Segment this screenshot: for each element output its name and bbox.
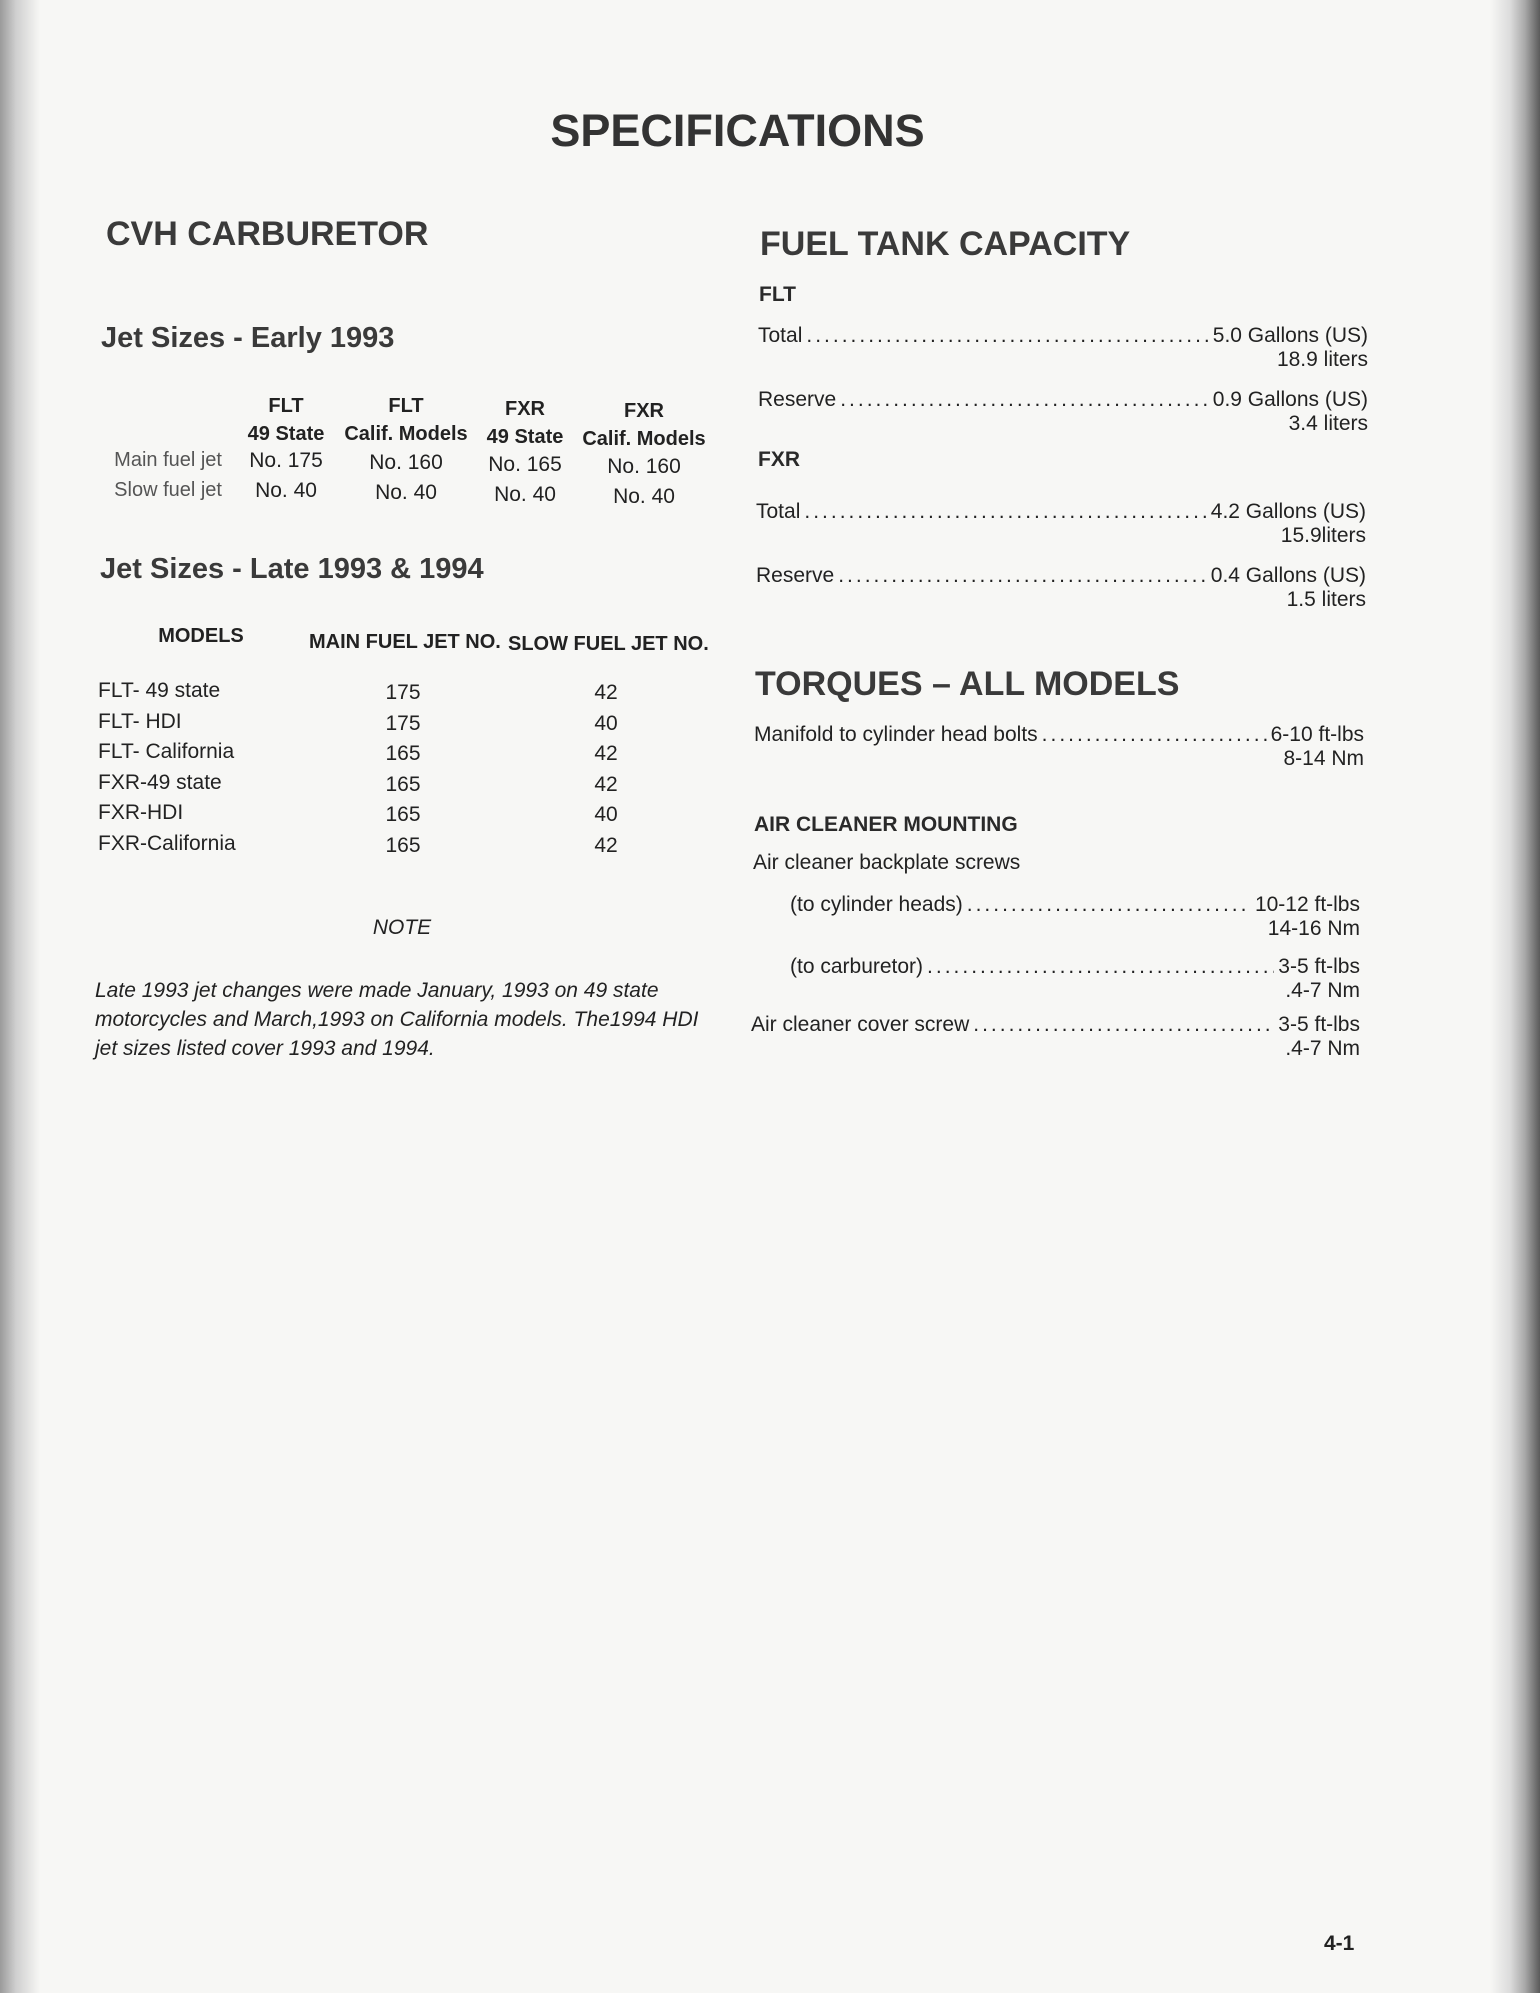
cover-screw-torque: [751, 1013, 1360, 1061]
spec-metric: 18.9 liters: [1276, 348, 1368, 371]
col-header-models: MODELS: [158, 625, 244, 647]
model-cell: FLT- 49 state: [98, 679, 221, 702]
spec-label: Air cleaner cover screw: [751, 1013, 970, 1036]
col-header-slow: SLOW FUEL JET NO.: [508, 633, 709, 655]
col-header-main: MAIN FUEL JET NO.: [309, 631, 501, 653]
dot-leader: [804, 500, 1206, 524]
cell: No. 160: [369, 451, 443, 474]
scan-edge-right: [1490, 0, 1540, 1993]
dot-leader: [806, 324, 1208, 348]
slow-jet-cell: 40: [594, 803, 618, 826]
col-variant: 49 State: [486, 426, 564, 448]
col-header: [487, 395, 564, 451]
carburetor-heading: CVH CARBURETOR: [106, 215, 429, 253]
flt-total: [758, 324, 1368, 372]
model-cell: FLT- HDI: [98, 709, 182, 733]
spec-value: 6-10 ft-lbs: [1270, 723, 1364, 746]
spec-label: (to carburetor): [790, 955, 924, 978]
spec-value: 4.2 Gallons (US): [1210, 500, 1366, 523]
early-jet-sizes-heading: Jet Sizes - Early 1993: [101, 322, 395, 354]
main-jet-cell: 165: [385, 742, 421, 765]
dot-leader: [967, 893, 1251, 917]
col-model: FXR: [505, 398, 545, 420]
spec-metric: 8-14 Nm: [1283, 747, 1364, 770]
torques-heading: TORQUES – ALL MODELS: [755, 665, 1180, 703]
page-title: SPECIFICATIONS: [550, 105, 925, 156]
spec-value: 0.4 Gallons (US): [1210, 564, 1366, 587]
col-header: [582, 397, 705, 453]
cell: No. 40: [375, 481, 437, 504]
dot-leader: [840, 388, 1209, 412]
cell: No. 40: [255, 479, 317, 502]
cell: No. 160: [607, 455, 681, 478]
backplate-label: Air cleaner backplate screws: [753, 851, 1021, 874]
late-jet-sizes-heading: Jet Sizes - Late 1993 & 1994: [100, 553, 484, 585]
spec-value: 3-5 ft-lbs: [1278, 1013, 1360, 1036]
dot-leader: [838, 564, 1207, 588]
spec-value: 10-12 ft-lbs: [1254, 893, 1360, 916]
col-model: FXR: [623, 400, 664, 422]
spec-label: Reserve: [756, 564, 835, 587]
cell: No. 40: [494, 483, 556, 506]
model-cell: FLT- California: [98, 740, 235, 763]
spec-metric: .4-7 Nm: [1285, 979, 1360, 1002]
note-text: Late 1993 jet changes were made January, 1993 on 49 state motorcycles and March,1993 on California models. The1994 HDI jet sizes listed cover 1993 and 1994.: [95, 979, 699, 1060]
main-jet-cell: 175: [385, 711, 421, 735]
slow-jet-cell: 42: [594, 742, 618, 765]
spec-label: Reserve: [758, 388, 837, 411]
row-label: Slow fuel jet: [114, 479, 222, 501]
model-cell: FXR-California: [98, 831, 236, 855]
col-model: FLT: [388, 395, 424, 417]
flt-heading: FLT: [759, 283, 796, 306]
slow-jet-cell: 40: [594, 711, 618, 735]
fxr-total: [756, 500, 1366, 548]
spec-label: Manifold to cylinder head bolts: [754, 723, 1038, 746]
col-variant: Calif. Models: [582, 428, 706, 450]
spec-value: 0.9 Gallons (US): [1212, 388, 1368, 411]
spec-value: 3-5 ft-lbs: [1278, 955, 1360, 978]
dot-leader: [973, 1013, 1274, 1037]
slow-jet-cell: 42: [594, 772, 618, 796]
spec-metric: .4-7 Nm: [1285, 1037, 1360, 1060]
fxr-heading: FXR: [758, 448, 800, 471]
page-number: 4-1: [1324, 1932, 1355, 1955]
col-variant: Calif. Models: [344, 423, 468, 445]
cell: No. 165: [488, 453, 562, 476]
dot-leader: [1042, 723, 1267, 747]
fxr-reserve: [756, 564, 1366, 612]
main-jet-cell: 165: [385, 772, 421, 796]
air-cleaner-heading: AIR CLEANER MOUNTING: [754, 813, 1018, 836]
spec-metric: 14-16 Nm: [1267, 917, 1360, 940]
slow-jet-cell: 42: [594, 681, 618, 704]
main-jet-cell: 165: [385, 833, 421, 857]
col-variant: 49 State: [247, 423, 325, 445]
main-jet-cell: 175: [385, 681, 421, 704]
scan-edge-left: [0, 0, 40, 1993]
spec-metric: 1.5 liters: [1286, 588, 1366, 611]
spec-value: 5.0 Gallons (US): [1212, 324, 1368, 347]
manifold-torque: [754, 723, 1364, 771]
spec-label: Total: [758, 324, 803, 347]
flt-reserve: [758, 388, 1368, 436]
to-carb-torque: [790, 955, 1360, 1003]
fuel-tank-heading: FUEL TANK CAPACITY: [760, 225, 1131, 263]
spec-label: Total: [756, 500, 801, 523]
row-label: Main fuel jet: [114, 449, 222, 471]
model-cell: FXR-HDI: [98, 801, 184, 824]
spec-metric: 15.9liters: [1280, 524, 1366, 547]
cell: No. 40: [613, 485, 675, 508]
dot-leader: [927, 955, 1274, 979]
to-heads-torque: [790, 893, 1360, 941]
slow-jet-cell: 42: [594, 833, 618, 857]
main-jet-cell: 165: [385, 803, 421, 826]
note-heading: NOTE: [372, 916, 432, 939]
cell: No. 175: [249, 449, 323, 472]
col-header: [248, 392, 325, 448]
col-model: FLT: [268, 395, 304, 417]
col-header: [344, 392, 467, 448]
spec-metric: 3.4 liters: [1288, 412, 1368, 435]
spec-label: (to cylinder heads): [790, 893, 963, 916]
model-cell: FXR-49 state: [98, 770, 222, 794]
